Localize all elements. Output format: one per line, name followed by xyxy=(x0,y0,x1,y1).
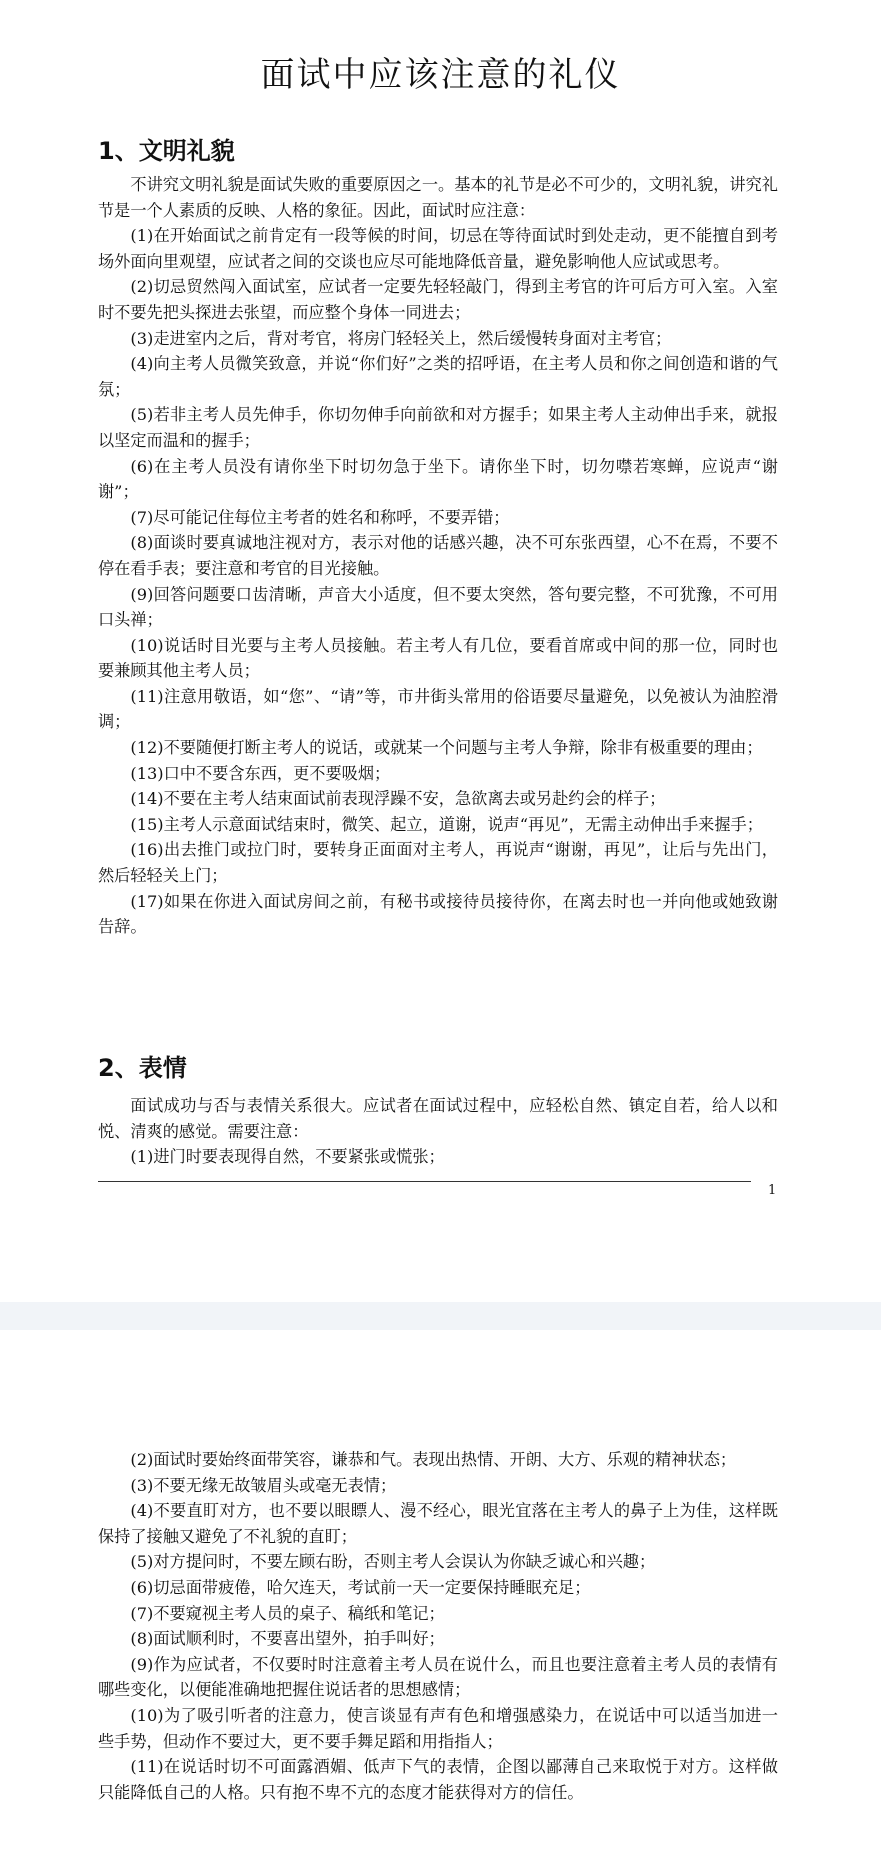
list-item: (5)若非主考人员先伸手，你切勿伸手向前欲和对方握手；如果主考人主动伸出手来，就报以坚定而温和的握手； xyxy=(98,405,778,450)
list-item: (15)主考人示意面试结束时，微笑、起立，道谢，说声“再见”，无需主动伸出手来握手； xyxy=(130,814,763,834)
section-body-etiquette xyxy=(98,172,778,940)
list-item: (7)尽可能记住每位主考者的姓名和称呼，不要弄错； xyxy=(130,507,510,527)
list-item: (5)对方提问时，不要左顾右盼，否则主考人会误认为你缺乏诚心和兴趣； xyxy=(130,1552,656,1572)
section-body-expression-continued xyxy=(98,1447,778,1805)
list-item: (4)向主考人员微笑致意，并说“你们好”之类的招呼语，在主考人员和你之间创造和谐的气氛； xyxy=(98,354,778,399)
paragraph-intro: 面试成功与否与表情关系很大。应试者在面试过程中，应轻松自然、镇定自若，给人以和悦、清爽的感觉。需要注意： xyxy=(98,1096,778,1141)
list-item: (7)不要窥视主考人员的桌子、稿纸和笔记； xyxy=(130,1603,445,1623)
list-item: (6)在主考人员没有请你坐下时切勿急于坐下。请你坐下时，切勿噤若寒蝉，应说声“谢谢”； xyxy=(98,456,778,502)
list-item: (2)切忌贸然闯入面试室，应试者一定要先轻轻敲门，得到主考官的许可后方可入室。入室时不要先把头探进去张望，而应整个身体一同进去； xyxy=(98,277,778,322)
list-item: (4)不要直盯对方，也不要以眼瞟人、漫不经心，眼光宜落在主考人的鼻子上为佳，这样既保持了接触又避免了不礼貌的直盯； xyxy=(98,1501,778,1546)
list-item: (9)回答问题要口齿清晰，声音大小适度，但不要太突然，答句要完整，不可犹豫，不可用口头禅； xyxy=(98,584,778,630)
list-item: (11)注意用敬语，如“您”、“请”等，市井街头常用的俗语要尽量避免，以免被认为油腔滑调； xyxy=(98,686,778,732)
list-item: (1)进门时要表现得自然，不要紧张或慌张； xyxy=(130,1147,445,1167)
page-number: 1 xyxy=(768,1183,777,1198)
list-item: (14)不要在主考人结束面试前表现浮躁不安，急欲离去或另赴约会的样子； xyxy=(130,789,666,809)
list-item: (17)如果在你进入面试房间之前，有秘书或接待员接待你，在离去时也一并向他或她致谢告辞。 xyxy=(98,891,778,937)
section-heading-expression: 2、表情 xyxy=(98,1054,187,1082)
list-item: (8)面谈时要真诚地注视对方，表示对他的话感兴趣，决不可东张西望，心不在焉，不要不停在看手表；要注意和考官的目光接触。 xyxy=(98,533,778,578)
footer-divider xyxy=(98,1181,751,1182)
list-item: (9)作为应试者，不仅要时时注意着主考人员在说什么，而且也要注意着主考人员的表情有哪些变化，以便能准确地把握住说话者的思想感情； xyxy=(98,1654,778,1700)
list-item: (12)不要随便打断主考人的说话，或就某一个问题与主考人争辩，除非有极重要的理由； xyxy=(130,738,763,758)
list-item: (13)口中不要含东西，更不要吸烟； xyxy=(130,763,391,783)
list-item: (8)面试顺利时，不要喜出望外，拍手叫好； xyxy=(130,1629,445,1649)
list-item: (10)说话时目光要与主考人员接触。若主考人有几位，要看首席或中间的那一位，同时也要兼顾其他主考人员； xyxy=(98,635,778,681)
list-item: (10)为了吸引听者的注意力，使言谈显有声有色和增强感染力，在说话中可以适当加进一些手势，但动作不要过大，更不要手舞足蹈和用指指人； xyxy=(98,1705,778,1751)
section-heading-etiquette: 1、文明礼貌 xyxy=(98,137,235,165)
list-item: (3)走进室内之后，背对考官，将房门轻轻关上，然后缓慢转身面对主考官； xyxy=(130,328,672,348)
page-separator xyxy=(0,1302,881,1330)
document-page-2 xyxy=(0,1330,881,1852)
paragraph-intro: 不讲究文明礼貌是面试失败的重要原因之一。基本的礼节是必不可少的，文明礼貌，讲究礼节是一个人素质的反映、人格的象征。因此，面试时应注意： xyxy=(98,175,778,220)
list-item: (16)出去推门或拉门时，要转身正面面对主考人，再说声“谢谢，再见”，让后与先出门，然后轻轻关上门； xyxy=(98,840,778,886)
section-body-expression xyxy=(98,1093,778,1170)
list-item: (1)在开始面试之前肯定有一段等候的时间，切忌在等待面试时到处走动，更不能擅自到考场外面向里观望，应试者之间的交谈也应尽可能地降低音量，避免影响他人应试或思考。 xyxy=(98,226,778,271)
list-item: (3)不要无缘无故皱眉头或毫无表情； xyxy=(130,1475,397,1495)
document-title: 面试中应该注意的礼仪 xyxy=(260,55,621,95)
list-item: (11)在说话时切不可面露酒媚、低声下气的表情，企图以鄙薄自己来取悦于对方。这样做只能降低自己的人格。只有抱不卑不亢的态度才能获得对方的信任。 xyxy=(98,1757,778,1802)
list-item: (6)切忌面带疲倦，哈欠连天，考试前一天一定要保持睡眠充足； xyxy=(130,1577,591,1597)
list-item: (2)面试时要始终面带笑容，谦恭和气。表现出热情、开朗、大方、乐观的精神状态； xyxy=(130,1450,737,1469)
